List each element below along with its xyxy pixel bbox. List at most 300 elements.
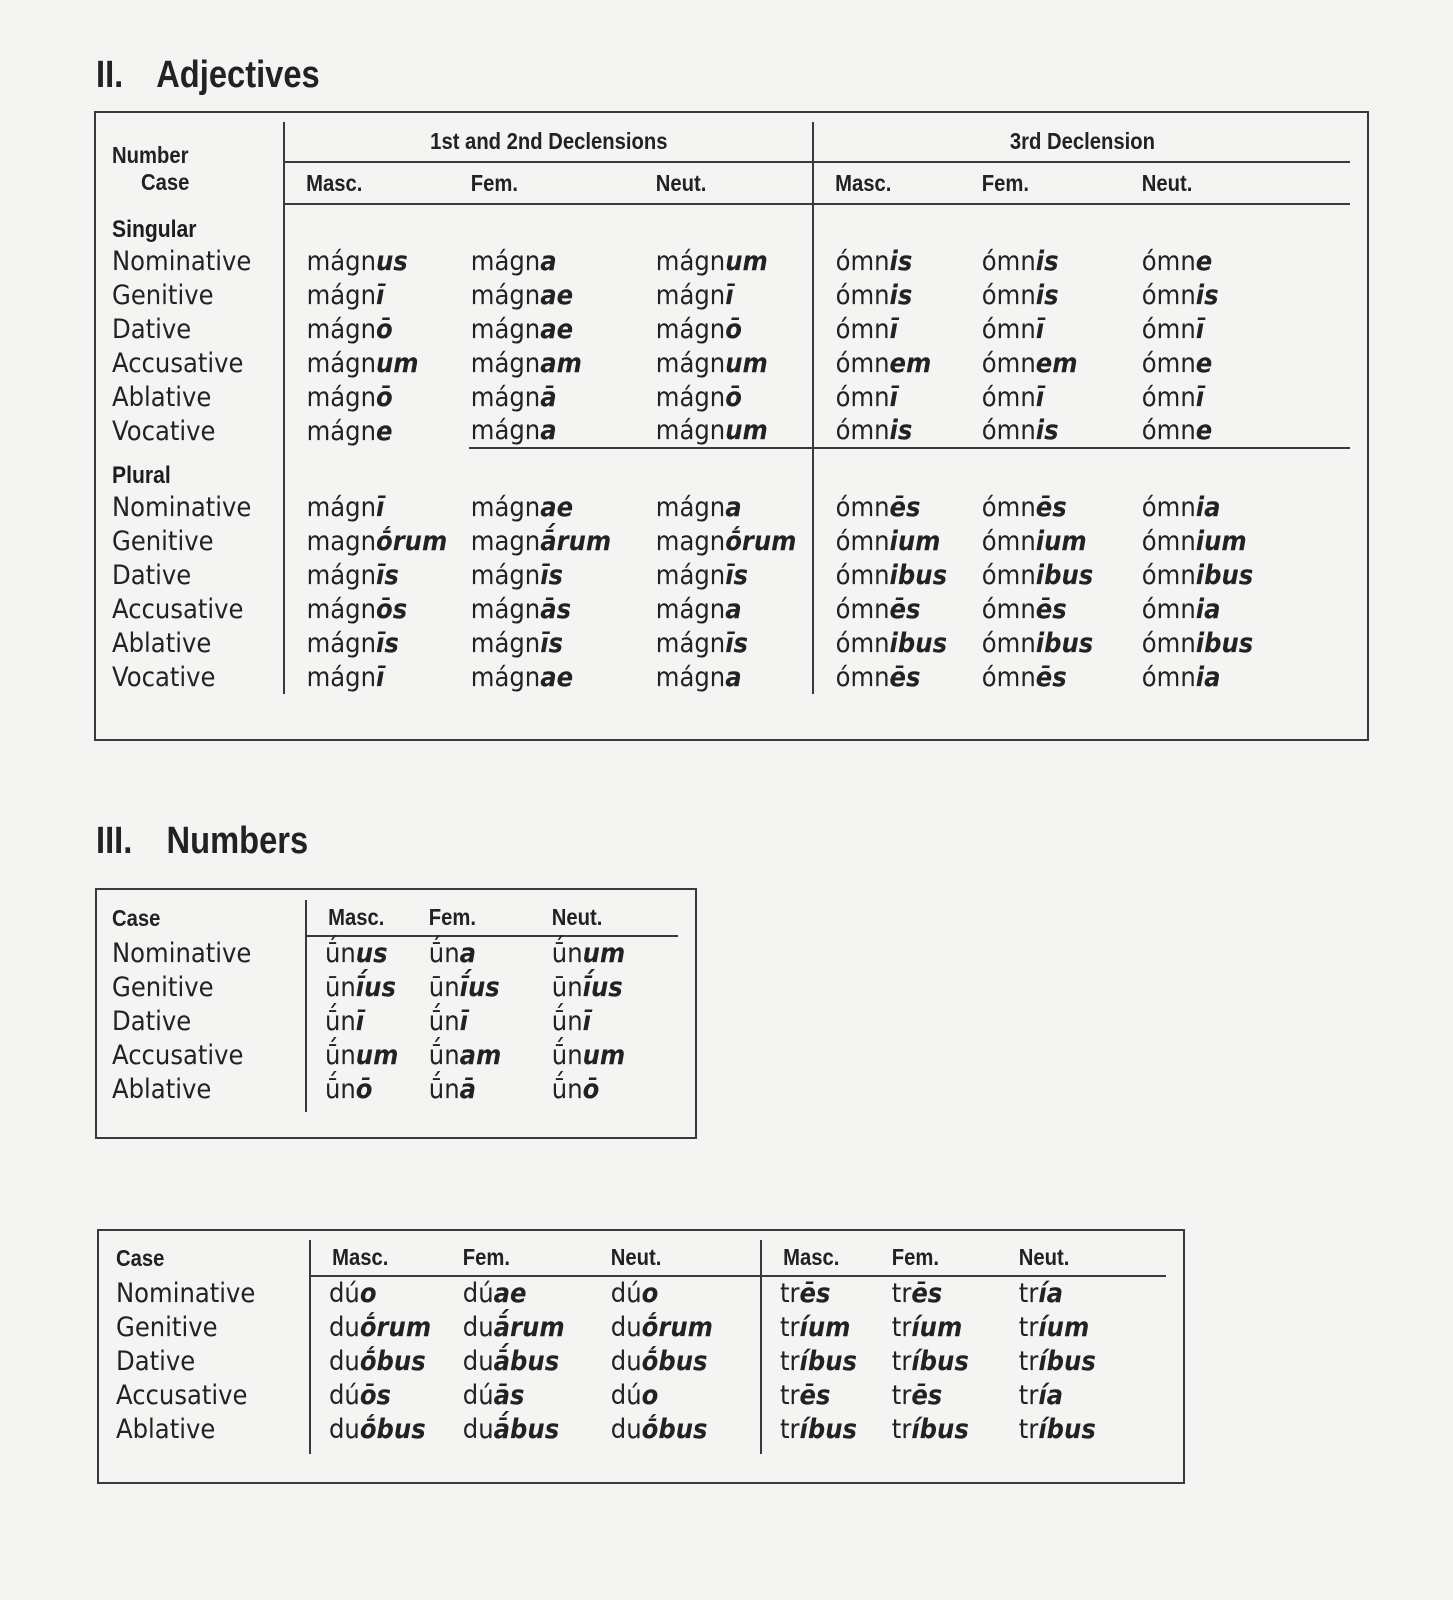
ending: ī́us: [355, 971, 396, 1003]
form-cell: [609, 1310, 761, 1344]
stem: mágn: [655, 245, 726, 277]
ending: e: [1195, 415, 1213, 446]
stem: du: [462, 1413, 494, 1445]
ending: íum: [799, 1311, 851, 1343]
stem: mágn: [470, 381, 541, 413]
form-cell: [654, 558, 813, 592]
form-cell: [550, 1004, 678, 1038]
form-cell: [654, 346, 813, 380]
stem: ómn: [981, 415, 1036, 446]
stem: ū́n: [325, 1073, 356, 1105]
form-cell: [284, 524, 469, 558]
ending: íbus: [799, 1413, 858, 1445]
form-cell: [306, 1004, 427, 1038]
stem: ū́n: [551, 1073, 583, 1105]
stem: tr: [1018, 1311, 1039, 1343]
case-label: Ablative: [112, 1073, 212, 1105]
ending: is: [1035, 279, 1059, 311]
ending: a: [725, 661, 742, 693]
ending: ae: [540, 491, 574, 523]
stem: ómn: [1141, 593, 1196, 625]
stem: ómn: [1141, 415, 1196, 446]
ending: a: [540, 245, 557, 277]
numbers-section-number: III.: [96, 820, 133, 862]
form-cell: [1140, 278, 1350, 312]
case-header: Case: [112, 904, 161, 931]
form-cell: [306, 1072, 427, 1106]
ending: ibus: [889, 627, 948, 659]
form-cell: [1140, 312, 1350, 346]
numbers-two-three-header-row: [116, 1240, 1166, 1276]
stem: mágn: [306, 381, 376, 413]
ending: a: [459, 938, 477, 969]
gender-header-4: Masc.: [813, 162, 980, 204]
ending: ibus: [1035, 627, 1094, 659]
stem: mágn: [306, 279, 376, 311]
stem: mágn: [655, 627, 726, 659]
case-label: Nominative: [112, 937, 252, 969]
stem: du: [610, 1413, 642, 1445]
ending: ī: [355, 1005, 365, 1037]
stem: ómn: [835, 313, 890, 345]
case-label: Accusative: [112, 1039, 244, 1071]
case-label: Dative: [116, 1345, 196, 1377]
table-row: [112, 1038, 678, 1072]
ending: ṓrum: [725, 525, 797, 557]
form-cell: [1140, 592, 1350, 626]
numbers-two-three-table: [116, 1240, 1166, 1454]
numbers-section-title: [96, 820, 308, 863]
ending: um: [355, 1039, 399, 1071]
form-cell: [980, 558, 1140, 592]
singular-label-row: [112, 204, 1350, 244]
case-label: Genitive: [112, 279, 214, 311]
gender-header-4: Masc.: [761, 1240, 890, 1276]
form-cell: [469, 660, 654, 694]
form-cell: [813, 626, 980, 660]
ending: ā: [459, 1073, 477, 1105]
form-cell: [284, 558, 469, 592]
case-label: Ablative: [112, 627, 212, 659]
stem: mágn: [470, 593, 541, 625]
stem: tr: [780, 1345, 800, 1377]
stem: ū́n: [325, 1005, 356, 1037]
case-label: Accusative: [112, 593, 244, 625]
form-cell: [1140, 414, 1350, 448]
case-label: Dative: [112, 1005, 192, 1037]
form-cell: [609, 1344, 761, 1378]
stem: dú: [462, 1379, 494, 1411]
form-cell: [1140, 524, 1350, 558]
form-cell: [284, 626, 469, 660]
stem: ómn: [1141, 627, 1196, 659]
stem: mágn: [470, 347, 541, 379]
table-row: [112, 346, 1350, 380]
form-cell: [461, 1344, 609, 1378]
form-cell: [890, 1310, 1017, 1344]
ending: ṓrum: [375, 525, 448, 557]
stem: ómn: [1141, 381, 1196, 413]
ending: ṓbus: [359, 1345, 426, 1377]
case-label: Vocative: [112, 415, 216, 447]
stem: du: [610, 1345, 642, 1377]
form-cell: [310, 1412, 461, 1446]
form-cell: [284, 346, 469, 380]
stem: mágn: [655, 491, 726, 523]
stem: ómn: [981, 627, 1036, 659]
form-cell: [890, 1276, 1017, 1310]
form-cell: [813, 346, 980, 380]
stem: ómn: [835, 491, 890, 523]
stem: dú: [329, 1278, 360, 1309]
gender-header-1: Masc.: [306, 900, 427, 936]
stem: ómn: [1141, 661, 1196, 693]
stem: ómn: [981, 661, 1036, 693]
ending: em: [1035, 347, 1078, 379]
ending: ēs: [1035, 661, 1067, 693]
ending: ī: [1195, 313, 1205, 345]
case-header: Case: [141, 169, 190, 195]
ending: a: [540, 415, 557, 446]
stem: mágn: [306, 313, 376, 345]
form-cell: [469, 524, 654, 558]
ending: ō: [725, 313, 742, 345]
ending: is: [889, 415, 913, 446]
stem: ū́n: [325, 938, 356, 969]
form-cell: [654, 414, 813, 448]
stem: ómn: [1141, 245, 1196, 277]
ending: ēs: [889, 491, 921, 523]
case-label: Genitive: [112, 525, 214, 557]
form-cell: [890, 1344, 1017, 1378]
ending: īs: [375, 559, 399, 591]
adjectives-section-label: Adjectives: [156, 54, 320, 96]
ending: ia: [1195, 661, 1221, 693]
stem: mágn: [655, 381, 726, 413]
ending: o: [359, 1278, 377, 1309]
stem: ómn: [981, 559, 1036, 591]
form-cell: [427, 970, 550, 1004]
stem: tr: [1018, 1278, 1039, 1309]
table-row: [112, 970, 678, 1004]
form-cell: [609, 1412, 761, 1446]
form-cell: [813, 524, 980, 558]
form-cell: [284, 414, 469, 448]
form-cell: [1140, 558, 1350, 592]
form-cell: [284, 244, 469, 278]
stem: ómn: [1141, 347, 1196, 379]
table-row: [112, 660, 1350, 694]
form-cell: [550, 1072, 678, 1106]
form-cell: [550, 1038, 678, 1072]
table-row: [116, 1310, 1166, 1344]
form-cell: [1017, 1310, 1166, 1344]
ending: íum: [911, 1311, 963, 1343]
stem: ómn: [835, 525, 890, 557]
ending: e: [1195, 245, 1213, 277]
form-cell: [890, 1378, 1017, 1412]
stem: ū́n: [325, 1039, 356, 1071]
ending: íbus: [1038, 1345, 1096, 1377]
ending: ēs: [1035, 593, 1067, 625]
stem: tr: [1018, 1413, 1039, 1445]
ending: us: [355, 938, 388, 969]
form-cell: [813, 558, 980, 592]
form-cell: [284, 278, 469, 312]
stem: ómn: [835, 245, 890, 277]
form-cell: [654, 626, 813, 660]
table-row: [112, 558, 1350, 592]
form-cell: [284, 380, 469, 414]
form-cell: [813, 312, 980, 346]
stem: ómn: [1141, 525, 1196, 557]
ending: e: [1195, 347, 1213, 379]
form-cell: [1017, 1412, 1166, 1446]
form-cell: [284, 660, 469, 694]
stem: ómn: [1141, 279, 1196, 311]
ending: o: [641, 1379, 659, 1411]
ending: ī: [459, 1005, 468, 1037]
ending: is: [1035, 245, 1059, 277]
gender-header-5: Fem.: [890, 1240, 1017, 1276]
gender-header-6: Neut.: [1140, 162, 1350, 204]
form-cell: [980, 490, 1140, 524]
stem: ū́n: [428, 1005, 460, 1037]
case-label: Dative: [112, 313, 192, 345]
stem: mágn: [306, 661, 376, 693]
case-label: Ablative: [116, 1413, 216, 1445]
stem: ómn: [835, 661, 890, 693]
plural-block: [112, 448, 1350, 694]
stem: mágn: [306, 559, 376, 591]
ending: ī: [889, 313, 898, 345]
stem: ūn: [551, 971, 583, 1003]
table-row: [112, 1004, 678, 1038]
form-cell: [813, 490, 980, 524]
ending: am: [540, 347, 582, 379]
stem: mágn: [470, 279, 541, 311]
stem: mágn: [470, 491, 541, 523]
stem: mágn: [655, 593, 726, 625]
form-cell: [1140, 346, 1350, 380]
group2-header: 3rd Declension: [813, 122, 1350, 162]
form-cell: [609, 1276, 761, 1310]
case-label: Vocative: [112, 661, 216, 693]
form-cell: [1017, 1276, 1166, 1310]
ending: ēs: [799, 1278, 831, 1309]
ending: is: [889, 245, 913, 277]
stem: mágn: [470, 415, 541, 446]
ending: us: [375, 245, 408, 277]
adjectives-section-number: II.: [96, 54, 124, 96]
form-cell: [654, 490, 813, 524]
group-label: Plural: [112, 462, 171, 489]
ending: ī: [889, 381, 898, 413]
ending: a: [725, 491, 742, 523]
table-row: [116, 1412, 1166, 1446]
case-label: Nominative: [116, 1277, 256, 1309]
stem: ómn: [835, 415, 890, 446]
form-cell: [761, 1310, 890, 1344]
stem: mágn: [306, 593, 376, 625]
stem: ómn: [835, 559, 890, 591]
ending: ō: [355, 1073, 373, 1105]
stem: dú: [610, 1278, 642, 1309]
form-cell: [654, 380, 813, 414]
numbers-section-label: Numbers: [166, 820, 309, 862]
ending: is: [1195, 279, 1219, 311]
gender-header-2: Fem.: [427, 900, 550, 936]
form-cell: [550, 936, 678, 970]
ending: ās: [493, 1379, 525, 1411]
stem: mágn: [306, 491, 376, 523]
ending: ae: [540, 661, 574, 693]
form-cell: [461, 1276, 609, 1310]
number-header: Number: [112, 142, 189, 168]
ending: ā́bus: [493, 1413, 560, 1445]
table-row: [112, 278, 1350, 312]
group-label: Singular: [112, 216, 197, 243]
form-cell: [469, 592, 654, 626]
stem: ū́n: [428, 1039, 460, 1071]
table-row: [112, 936, 678, 970]
stem: mágn: [470, 245, 541, 277]
form-cell: [469, 558, 654, 592]
form-cell: [761, 1344, 890, 1378]
form-cell: [980, 244, 1140, 278]
form-cell: [469, 278, 654, 312]
number-case-header: [112, 122, 284, 204]
stem: du: [462, 1311, 494, 1343]
ending: ṓrum: [359, 1311, 432, 1343]
stem: mágn: [470, 627, 541, 659]
gender-header-3: Neut.: [609, 1240, 761, 1276]
stem: ómn: [835, 279, 890, 311]
case-label: Accusative: [116, 1379, 248, 1411]
adjectives-section-title: [96, 54, 320, 97]
ending: is: [1035, 415, 1059, 446]
case-header: Case: [116, 1244, 165, 1271]
gender-header-2: Fem.: [469, 162, 654, 204]
ending: ī: [582, 1005, 591, 1037]
stem: ū́n: [551, 938, 583, 969]
ending: ī: [375, 279, 385, 311]
table-row: [116, 1378, 1166, 1412]
plural-label-row: [112, 448, 1350, 490]
form-cell: [813, 278, 980, 312]
ending: īs: [725, 627, 748, 659]
form-cell: [813, 380, 980, 414]
stem: ómn: [981, 491, 1036, 523]
form-cell: [469, 414, 654, 448]
form-cell: [654, 660, 813, 694]
ending: ae: [540, 313, 574, 345]
ending: um: [375, 347, 419, 379]
gender-header-6: Neut.: [1017, 1240, 1166, 1276]
ending: ēs: [889, 661, 921, 693]
stem: mágn: [655, 347, 726, 379]
table-row: [112, 490, 1350, 524]
form-cell: [306, 936, 427, 970]
ending: íum: [1038, 1311, 1090, 1343]
form-cell: [890, 1412, 1017, 1446]
form-cell: [1140, 490, 1350, 524]
stem: du: [329, 1345, 360, 1377]
form-cell: [306, 1038, 427, 1072]
ending: um: [582, 938, 626, 969]
gender-header-2: Fem.: [461, 1240, 609, 1276]
stem: ómn: [981, 381, 1036, 413]
stem: mágn: [470, 559, 541, 591]
ending: ae: [540, 279, 574, 311]
gender-header-3: Neut.: [550, 900, 678, 936]
stem: mágn: [306, 347, 376, 379]
stem: tr: [891, 1413, 912, 1445]
table-row: [112, 312, 1350, 346]
form-cell: [469, 244, 654, 278]
form-cell: [813, 592, 980, 626]
ending: īs: [375, 627, 399, 659]
ending: ium: [1195, 525, 1247, 557]
ending: am: [459, 1039, 502, 1071]
form-cell: [761, 1412, 890, 1446]
ending: a: [725, 593, 742, 625]
ending: ēs: [799, 1379, 831, 1411]
ending: ā́rum: [493, 1311, 565, 1343]
stem: ūn: [325, 971, 356, 1003]
form-cell: [310, 1276, 461, 1310]
stem: ū́n: [551, 1005, 583, 1037]
form-cell: [550, 970, 678, 1004]
stem: tr: [780, 1379, 800, 1411]
form-cell: [1140, 660, 1350, 694]
stem: dú: [462, 1278, 494, 1309]
stem: tr: [780, 1278, 800, 1309]
ending: ēs: [889, 593, 921, 625]
form-cell: [461, 1378, 609, 1412]
form-cell: [1017, 1344, 1166, 1378]
table-row: [116, 1276, 1166, 1310]
ending: ī: [1195, 381, 1205, 413]
stem: mágn: [306, 245, 376, 277]
ending: ī: [725, 279, 734, 311]
ending: um: [582, 1039, 626, 1071]
form-cell: [310, 1344, 461, 1378]
form-cell: [284, 490, 469, 524]
form-cell: [980, 592, 1140, 626]
stem: ómn: [981, 245, 1036, 277]
stem: mágn: [655, 313, 726, 345]
stem: ómn: [1141, 313, 1196, 345]
ending: e: [375, 415, 393, 447]
stem: ómn: [981, 313, 1036, 345]
ending: ēs: [911, 1278, 943, 1309]
stem: tr: [891, 1345, 912, 1377]
ending: ī: [1035, 381, 1045, 413]
form-cell: [813, 244, 980, 278]
ending: ī: [1035, 313, 1045, 345]
stem: mágn: [655, 415, 726, 446]
ending: ia: [1195, 593, 1221, 625]
ending: ibus: [1195, 627, 1254, 659]
ending: ā́rum: [540, 525, 612, 557]
form-cell: [469, 380, 654, 414]
form-cell: [761, 1378, 890, 1412]
stem: mágn: [655, 279, 726, 311]
case-label: Genitive: [112, 971, 214, 1003]
form-cell: [980, 346, 1140, 380]
case-label: Nominative: [112, 491, 252, 523]
